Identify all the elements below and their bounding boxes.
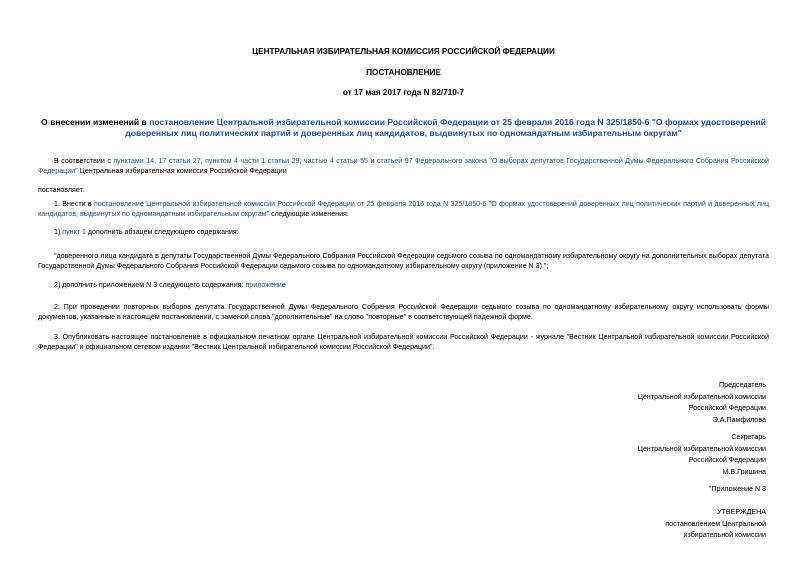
chair-org-line-1: Центральной избирательной комиссии [637, 392, 766, 401]
title-prefix: О внесении изменений в [41, 117, 150, 127]
secretary-name: М.В.Гришина [722, 467, 766, 476]
item1-text-2: следующие изменения: [269, 210, 349, 218]
sub1-text-1: 1) [54, 228, 63, 236]
item-2-paragraph: 2. При проведении повторных выборов депутата Государственной Думы Федерального Собрания Российской Федерации седьмого созыва по одномандатному избирательному округу использовать формы документов, указанные в настоящем постановлении, с заменой слова "дополнительные" на слово "повторные" в соответствующей падежной форме. [38, 303, 769, 321]
link-art55[interactable]: частью 4 статьи 55 [303, 157, 368, 165]
chair-name: Э.А.Памфилова [712, 415, 766, 424]
appendix-label: "Приложение N 3 [708, 485, 766, 493]
preamble-text-1: В соответствии с [54, 157, 114, 165]
approved-label: УТВЕРЖДЕНА [717, 508, 766, 516]
quoted-paragraph: "доверенного лица кандидата в депутаты Государственной Думы Федерального Собрания Российской Федерации седьмого созыва по одномандатному избирательному округу на дополнительных выборах депутата Государственной Думы Федерального Собрания Российской Федерации седьмого созыва по одномандатному избирательному округу (приложение N 3)."; [38, 252, 769, 270]
item1-text-1: 1. Внести в [54, 200, 94, 208]
doc-type-heading: ПОСТАНОВЛЕНИЕ [366, 68, 441, 77]
date-number-heading: от 17 мая 2017 года N 82/710-7 [342, 88, 465, 97]
secretary-org-line-2: Российской Федерации [688, 456, 766, 464]
link-art29[interactable]: пунктом 4 части 1 статьи 29 [205, 157, 300, 165]
link-appendix[interactable]: приложение [245, 281, 286, 289]
secretary-org-line-1: Центральной избирательной комиссии [637, 444, 766, 453]
org-heading: ЦЕНТРАЛЬНАЯ ИЗБИРАТЕЛЬНАЯ КОМИССИЯ РОССИЙСКОЙ ФЕДЕРАЦИИ [252, 47, 555, 56]
resolves-label: постановляет: [38, 186, 85, 194]
approved-by-line-1: постановлением Центральной [665, 519, 766, 528]
preamble-paragraph [38, 156, 769, 176]
appendix-approval-block [665, 507, 766, 542]
subitem-2-paragraph [38, 280, 769, 290]
secretary-title: Секретарь [731, 433, 766, 441]
secretary-signature-block [638, 432, 766, 478]
item-3-paragraph: 3. Опубликовать настоящее постановление в официальном печатном органе Центральной избирательной комиссии Российской Федерации - журнале "Вестник Центральной избирательной комиссии Российской Федерации" и официальном сетевом издании "Вестник Центральной избирательной комиссии Российской Федерации". [38, 333, 769, 351]
title-link-resolution-325[interactable]: постановление Центральной избирательной комиссии Российской Федерации от 25 февраля 2016 года N 325/1850-6 "О формах удостоверений доверенных лиц политических партий и доверенных лиц кандидатов, выдвинутых по одномандатным избирательным округам" [125, 117, 766, 138]
chair-org-line-2: Российской Федерации [688, 404, 766, 412]
item-1-paragraph [38, 199, 769, 219]
preamble-text-4: и [367, 157, 377, 165]
preamble-text-3: , [299, 157, 304, 165]
approved-by-line-2: избирательной комиссии [683, 531, 766, 539]
preamble-text-2: , [200, 157, 206, 165]
link-art27[interactable]: пунктами 14, 17 статьи 27 [113, 157, 201, 165]
subitem-1-paragraph [38, 227, 769, 237]
preamble-text-5: Центральная избирательная комиссия Российской Федерации [77, 167, 287, 175]
link-art97[interactable]: статьей 97 Федерального закона "О выборах депутатов Государственной Думы Федерального Собрания Российской Федерации" [38, 157, 770, 175]
chair-signature-block [638, 380, 766, 426]
link-point-1[interactable]: пункт 1 [62, 228, 86, 236]
item1-link-resolution-325[interactable]: постановление Центральной избирательной комиссии Российской Федерации от 25 февраля 2016 года N 325/1850-6 "О формах удостоверений доверенных лиц политических партий и доверенных лиц кандидатов, выдвинутых по одномандатным избирательным округам" [38, 200, 770, 218]
chair-title: Председатель [719, 381, 766, 389]
sub1-text-2: дополнить абзацем следующего содержания: [85, 228, 239, 236]
sub2-text-1: 2) дополнить приложением N 3 следующего содержания: [54, 281, 246, 289]
document-title [30, 117, 777, 139]
